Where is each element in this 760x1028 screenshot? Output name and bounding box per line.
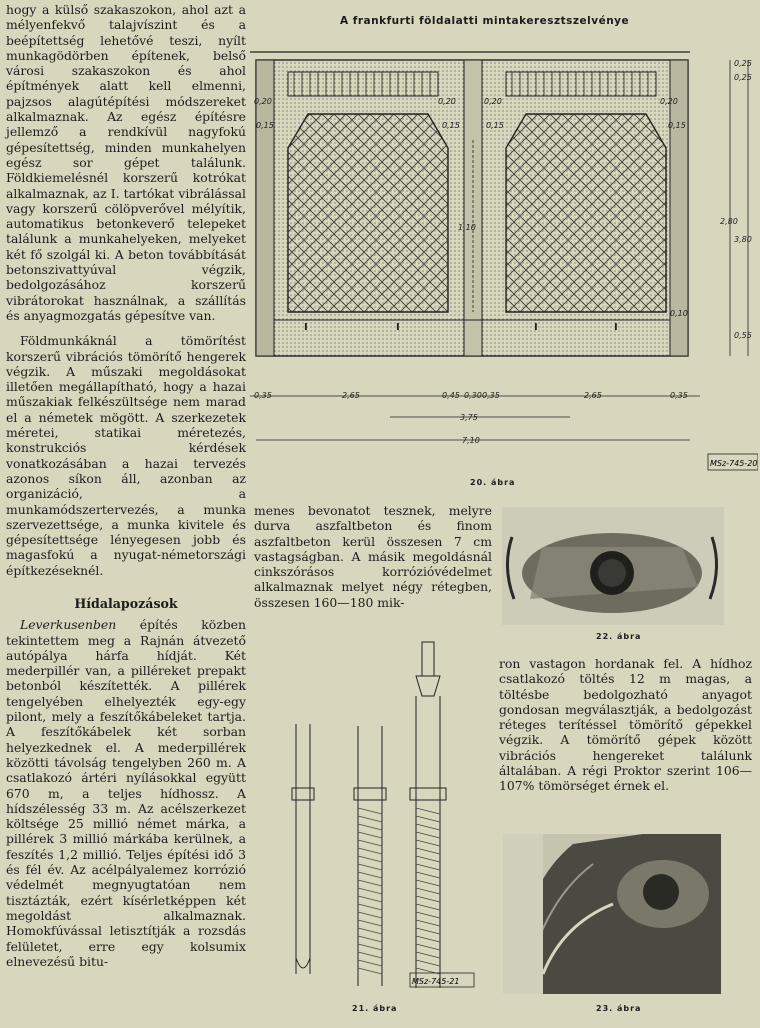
figure-20-stamp: MSz-745-20	[710, 459, 758, 468]
dim-label: 1,10	[458, 223, 476, 232]
dim-label: 0,25	[734, 73, 752, 82]
dim-label: 3,80	[734, 235, 752, 244]
figure-22-caption: 22. ábra	[596, 632, 642, 641]
figure-21-stamp: MSz-745-21	[412, 977, 460, 986]
figure-20-title: A frankfurti földalatti mintakeresztszelvénye	[340, 15, 630, 27]
dim-label: 0,20	[254, 97, 272, 106]
text-column-left	[6, 2, 246, 969]
dim-label: 2,65	[342, 391, 360, 400]
svg-text:I: I	[396, 322, 400, 333]
svg-text:I: I	[534, 322, 538, 333]
dim-label: 0,20	[438, 97, 456, 106]
figure-21-caption: 21. ábra	[352, 1004, 398, 1013]
figure-22-photo	[502, 507, 724, 625]
dim-label: 0,10	[670, 309, 688, 318]
dim-label: 0,20	[484, 97, 502, 106]
dim-label: 0,15	[486, 121, 504, 130]
dim-label: 0,20	[660, 97, 678, 106]
figure-23-photo	[503, 834, 721, 994]
svg-text:I: I	[304, 322, 308, 333]
dim-label: 2,80	[720, 217, 738, 226]
paragraph: Leverkusenben építés közben tekintettem meg a Rajnán átvezető autópálya hárfa hídját. Két mederpillér van, a pilléreket prepakt betonból készítették. A pillérek tengelyében elhelyezték egy-egy pilont, mely a feszítőkábeleket tartja. A feszítőkábelek két sorban helyezkednek el. A mederpillérek közötti távolság tengelyben 260 m. A csatlakozó ártéri nyílásokkal együtt 670 m, a teljes hídhossz. A hídszélesség 33 m. Az acélszerkezet költsége 25 millió német márka, a pillérek 3 millió márkába kerülnek, a feszítés 1,2 millió. Teljes építési idő 3 és fél év. Az acélpályalemez korrózió védelmét megnyugtatóan nem tisztázták, ezért kísérletképpen két megoldást alkalmaznak. Homokfúvással letisztítják a rozsdás felületet, erre egy kolsumix elnevezésű bitu-	[6, 617, 246, 969]
svg-text:I: I	[614, 322, 618, 333]
italic-place-name: Leverkusenben	[20, 617, 117, 633]
text-column-right	[499, 656, 752, 794]
dim-label: 0,15	[442, 121, 460, 130]
dim-label: 0,15	[256, 121, 274, 130]
dim-label: 2,65	[584, 391, 602, 400]
paragraph: Földmunkáknál a tömörítést korszerű vibrációs tömörítő hengerek végzik. A műszaki megoldásokat illetően megállapítható, hogy a hazai műszakiak felkészültsége nem marad el a németek mögött. A szerkezetek méretei, statikai méretezés, konstrukciós kérdések vonatkozásában a hazai tervezés azonos síkon áll, azonban az organizáció, a munkamódszertervezés, a munka szervezettsége, a munka kivitele és gépesítettsége lényegesen jobb és magasfokú a nyugat-németországi építkezéseknél.	[6, 333, 246, 578]
figure-21-drawing	[272, 628, 494, 998]
text-column-middle	[254, 503, 492, 610]
figure-20-caption: 20. ábra	[470, 478, 516, 487]
dim-label: 0,45	[442, 391, 460, 400]
dim-label: 3,75	[460, 413, 478, 422]
figure-23-caption: 23. ábra	[596, 1004, 642, 1013]
paragraph: ron vastagon hordanak fel. A hídhoz csatlakozó töltés 12 m magas, a töltésbe bedolgozható anyagot gondosan megválasztják, a bedolgozást réteges terítéssel tömörítő gépekkel végzik. A tömörítő gépek között vibrációs hengereket találunk általában. A régi Proktor szerint 106—107% tömörséget érnek el.	[499, 656, 752, 794]
dim-label: 0,15	[668, 121, 686, 130]
figure-20-cross-section	[250, 30, 758, 490]
section-heading: Hídalapozások	[74, 595, 178, 611]
dim-label: 0,55	[734, 331, 752, 340]
dim-label: 0,35	[254, 391, 272, 400]
paragraph: menes bevonatot tesznek, melyre durva aszfaltbeton és finom aszfaltbeton kerül összesen 7 cm vastagságban. A másik megoldásnál cinkszórásos korrózióvédelmet alkalmaznak melyet négy rétegben, összesen 160—180 mik-	[254, 503, 492, 610]
dim-label: 0,35	[670, 391, 688, 400]
dim-label: 0,35	[482, 391, 500, 400]
dim-label: 0,30	[464, 391, 482, 400]
dim-label: 7,10	[462, 436, 480, 445]
dim-label: 0,25	[734, 59, 752, 68]
paragraph: hogy a külső szakaszokon, ahol azt a mélyenfekvő talajvíszint és a beépítettség lehetővé teszi, nyílt munkagödörben építenek, belső városi szakaszokon és ahol építmények alatt kell elmenni, pajzsos alagútépítési módszereket alkalmaznak. Az egész építésre jellemző a rendkívül nagyfokú gépesítettség, minden munkahelyen egész sor gépet találunk. Földkiemelésnél korszerű kotrókat alkalmaznak, az I. tartókat vibrálással vagy korszerű cölöpverővel mélyítik, automatikus betonkeverő telepeket találunk a munkahelyeken, melyeket két fő szolgál ki. A beton továbbítását betonszivattyúval végzik, bedolgozásához korszerű vibrátorokat használnak, a szállítás és anyagmozgatás gépesítve van.	[6, 2, 246, 323]
